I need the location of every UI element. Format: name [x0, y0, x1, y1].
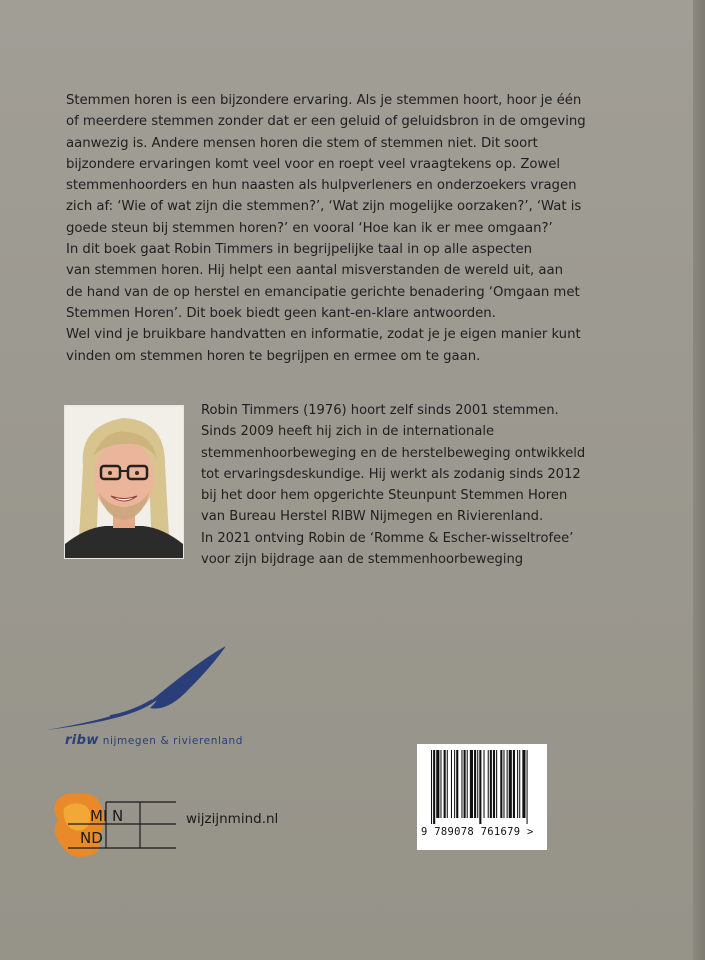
barcode-bar	[513, 750, 515, 818]
barcode-bar	[517, 750, 518, 818]
barcode-bar	[447, 750, 448, 818]
ribw-wordmark	[65, 733, 243, 748]
author-photo	[64, 405, 184, 559]
barcode-bar	[500, 750, 502, 818]
bio-line: In 2021 ontving Robin de ‘Romme & Escher-wisseltrofee’	[201, 530, 574, 546]
isbn-number: 9 789078 761679 >	[421, 826, 534, 838]
barcode-bar	[493, 750, 495, 818]
blurb-line: zich af: ‘Wie of wat zijn die stemmen?’, ‘Wat zijn mogelijke oorzaken?’, ‘Wat is	[66, 199, 582, 215]
barcode-bar	[519, 750, 520, 818]
mind-url: wijzijnmind.nl	[186, 811, 279, 827]
mind-letter-n: N	[112, 807, 124, 825]
blurb-line: vinden om stemmen horen te begrijpen en ermee om te gaan.	[66, 348, 481, 364]
barcode-bar	[444, 750, 446, 818]
barcode-bar	[436, 750, 439, 818]
barcode-bar	[503, 750, 504, 818]
barcode-bar	[470, 750, 473, 818]
barcode-bar	[522, 750, 525, 818]
blurb-line: goede steun bij stemmen horen?’ en vooral ‘Hoe kan ik er mee omgaan?’	[66, 220, 553, 236]
barcode-bar	[451, 750, 452, 818]
barcode-bar	[509, 750, 512, 818]
barcode-bar	[496, 750, 497, 818]
barcode-bar	[490, 750, 492, 818]
barcode-bar	[474, 750, 476, 818]
author-portrait-illustration	[65, 406, 183, 558]
bio-line: van Bureau Herstel RIBW Nijmegen en Rivierenland.	[201, 509, 544, 525]
mind-letters-bottom: ND	[80, 829, 103, 847]
barcode-bar	[479, 750, 481, 824]
blurb-line: Stemmen Horen’. Dit boek biedt geen kant-en-klare antwoorden.	[66, 305, 496, 321]
bio-line: Robin Timmers (1976) hoort zelf sinds 2001 stemmen.	[201, 403, 559, 418]
barcode-bar	[431, 750, 432, 824]
blurb-line: stemmenhoorders en hun naasten als hulpverleners en onderzoekers vragen	[66, 178, 577, 194]
barcode-bar	[461, 750, 462, 818]
blurb-line: aanwezig is. Andere mensen horen die stem of stemmen niet. Dit soort	[66, 135, 538, 151]
barcode-bars	[417, 744, 547, 826]
barcode-bar	[507, 750, 508, 818]
blurb-line: Stemmen horen is een bijzondere ervaring. Als je stemmen hoort, hoor je één	[66, 93, 582, 108]
blurb-line: de hand van de op herstel en emancipatie gerichte benadering ‘Omgaan met	[66, 284, 580, 300]
bio-line: tot ervaringsdeskundige. Hij werkt als zodanig sinds 2012	[201, 466, 581, 482]
ribw-name: nijmegen & rivierenland	[102, 735, 244, 747]
barcode-bar	[484, 750, 485, 818]
barcode-bar	[456, 750, 458, 818]
bio-line: Sinds 2009 heeft hij zich in de internationale	[201, 424, 495, 440]
barcode-bar	[488, 750, 489, 818]
bio-line: voor zijn bijdrage aan de stemmenhoorbeweging	[201, 552, 524, 568]
mind-logo	[54, 790, 179, 860]
blurb-line: In dit boek gaat Robin Timmers in begrijpelijke taal in op alle aspecten	[66, 242, 533, 258]
blurb-line: van stemmen horen. Hij helpt een aantal misverstanden de wereld uit, aan	[66, 263, 563, 279]
barcode-bar	[464, 750, 466, 818]
author-bio	[201, 400, 586, 570]
blurb-line: bijzondere ervaringen komt veel voor en roept veel vraagtekens op. Zowel	[66, 156, 561, 172]
barcode-bar	[440, 750, 441, 818]
bio-line: stemmenhoorbeweging en de herstelbeweging ontwikkeld	[201, 445, 586, 461]
barcode-bar	[527, 750, 528, 824]
ribw-mark: ribw	[65, 733, 99, 748]
barcode-bar	[454, 750, 455, 818]
barcode-bar	[477, 750, 478, 818]
barcode-bar	[467, 750, 468, 818]
bio-line: bij het door hem opgerichte Steunpunt Stemmen Horen	[201, 488, 568, 504]
blurb-line: of meerdere stemmen zonder dat er een geluid of geluidsbron in de omgeving	[66, 114, 586, 130]
mind-letters-top: MI	[90, 807, 108, 825]
blurb-line: Wel vind je bruikbare handvatten en informatie, zodat je je eigen manier kunt	[66, 327, 581, 343]
cover-edge	[693, 0, 705, 960]
barcode-bar	[433, 750, 435, 824]
blurb-text	[66, 90, 626, 367]
